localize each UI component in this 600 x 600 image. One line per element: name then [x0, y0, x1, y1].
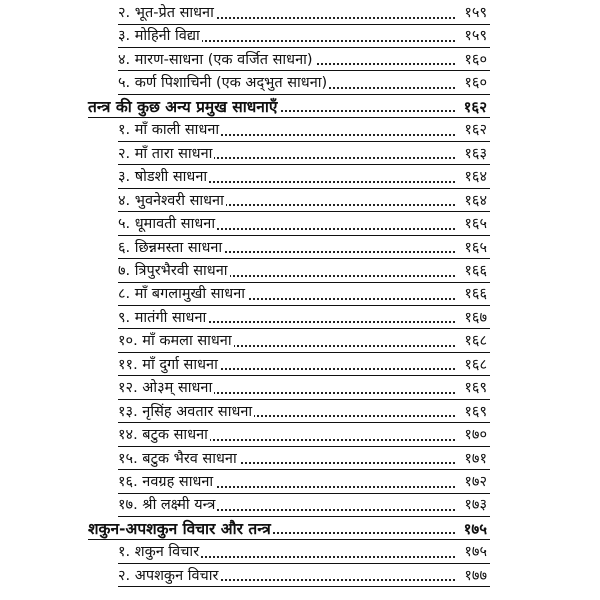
toc-entry [0, 190, 600, 213]
row-underline [118, 328, 490, 329]
toc-entry [0, 283, 600, 306]
toc-entry-page-number: १६२ [464, 122, 487, 139]
toc-entry-title: ९. मातंगी साधना [118, 307, 208, 330]
toc-entry-page-number: १६२ [463, 97, 487, 116]
row-underline [118, 446, 490, 447]
toc-entry-page-number: १६८ [464, 333, 487, 350]
toc-entry-page-number: १५९ [464, 28, 487, 45]
row-underline [118, 141, 490, 142]
toc-entry-page-number: १६३ [464, 145, 487, 162]
row-underline [118, 586, 490, 587]
toc-entry-title: शकुन-अपशकुन विचार और तन्त्र [88, 518, 273, 541]
toc-entry-page-number: १७० [464, 427, 487, 444]
toc-entry [0, 541, 600, 564]
toc-entry [0, 354, 600, 377]
row-underline [118, 516, 490, 517]
toc-entry-title: ३. षोडशी साधना [118, 166, 209, 189]
toc-entry-title: ५. कर्ण पिशाचिनी (एक अद्‍भुत साधना) [118, 72, 329, 95]
row-underline [118, 469, 490, 470]
toc-entry-title: २. अपशकुन विचार [118, 565, 220, 588]
toc-entry [0, 143, 600, 166]
toc-entry [0, 330, 600, 353]
toc-entry [0, 307, 600, 330]
toc-entry-page-number: १७२ [464, 474, 487, 490]
row-underline [118, 352, 490, 353]
toc-entry [0, 2, 600, 25]
toc-entry-title: ७. त्रिपुरभैरवी साधना [118, 260, 230, 283]
toc-entry-page-number: १६४ [464, 169, 487, 186]
row-underline [118, 563, 490, 564]
toc-entry-title: तन्त्र की कुछ अन्य प्रमुख साधनाएँ [88, 96, 279, 119]
toc-entry-page-number: १६५ [464, 216, 487, 233]
toc-entry-title: १३. नृसिंह अवतार साधना [118, 401, 254, 424]
toc-entry-title: ११. माँ दुर्गा साधना [118, 354, 220, 377]
toc-entry-page-number: १६५ [464, 239, 487, 256]
row-underline [88, 539, 490, 540]
toc-entry-page-number: १७१ [464, 450, 487, 467]
toc-entry-page-number: १६६ [464, 262, 487, 279]
toc-section-entry [0, 518, 600, 541]
toc-entry-page-number: १६८ [464, 356, 487, 373]
toc-entry [0, 260, 600, 283]
toc-entry [0, 401, 600, 424]
toc-entry-title: २. माँ तारा साधना [118, 143, 214, 166]
toc-entry [0, 448, 600, 471]
row-underline [118, 235, 490, 236]
row-underline [118, 305, 490, 306]
toc-entry-title: ५. धूमावती साधना [118, 213, 217, 236]
toc-entry [0, 213, 600, 236]
row-underline [118, 211, 490, 212]
row-underline [118, 399, 490, 400]
toc-entry [0, 424, 600, 447]
toc-entry-title: १४. बटुक साधना [118, 424, 210, 447]
toc-entry-title: ६. छिन्नमस्ता साधना [118, 237, 224, 260]
toc-entry [0, 166, 600, 189]
toc-entry [0, 119, 600, 142]
toc-entry-page-number: १७३ [464, 497, 487, 514]
toc-entry [0, 72, 600, 95]
toc-entry [0, 565, 600, 588]
row-underline [118, 493, 490, 494]
toc-entry-page-number: १६० [464, 75, 487, 92]
toc-entry [0, 237, 600, 260]
row-underline [118, 24, 490, 25]
toc-entry-title: १२. ओ३म् साधना [118, 377, 214, 400]
row-underline [118, 258, 490, 259]
toc-entry-page-number: १६९ [464, 380, 487, 397]
row-underline [118, 47, 490, 48]
toc-entry-title: १६. नवग्रह साधना [118, 471, 215, 494]
row-underline [118, 164, 490, 165]
toc-entry-title: ८. माँ बगलामुखी साधना [118, 283, 247, 306]
toc-section-entry [0, 96, 600, 119]
toc-entry-title: १. माँ काली साधना [118, 119, 221, 142]
toc-entry-title: ४. भुवनेश्वरी साधना [118, 190, 226, 213]
toc-entry-page-number: १५९ [464, 5, 487, 21]
row-underline [88, 117, 490, 118]
toc-entry [0, 377, 600, 400]
toc-entry-page-number: १६० [464, 51, 487, 68]
toc-entry-title: १०. माँ कमला साधना [118, 330, 234, 353]
row-underline [118, 422, 490, 423]
toc-entry-page-number: १७७ [464, 567, 487, 584]
toc-entry-page-number: १६७ [464, 309, 487, 326]
toc-entry-title: १. शकुन विचार [118, 541, 201, 564]
toc-entry-page-number: १७५ [463, 519, 487, 538]
row-underline [118, 282, 490, 283]
toc-entry-title: २. भूत-प्रेत साधना [118, 2, 216, 25]
row-underline [118, 70, 490, 71]
toc-entry-page-number: १७५ [464, 544, 487, 561]
toc-entry [0, 25, 600, 48]
row-underline [118, 375, 490, 376]
toc-entry [0, 49, 600, 72]
toc-entry-title: ३. मोहिनी विद्या [118, 25, 202, 48]
toc-entry-title: १५. बटुक भैरव साधना [118, 448, 239, 471]
toc-entry [0, 471, 600, 494]
toc-entry-title: १७. श्री लक्ष्मी यन्त्र [118, 494, 217, 517]
toc-entry-title: ४. मारण-साधना (एक वर्जित साधना) [118, 49, 315, 72]
row-underline [118, 188, 490, 189]
toc-entry-page-number: १६६ [464, 286, 487, 303]
toc-entry-page-number: १६४ [464, 192, 487, 209]
toc-entry [0, 494, 600, 517]
row-underline [118, 94, 490, 95]
toc-entry-page-number: १६९ [464, 403, 487, 420]
